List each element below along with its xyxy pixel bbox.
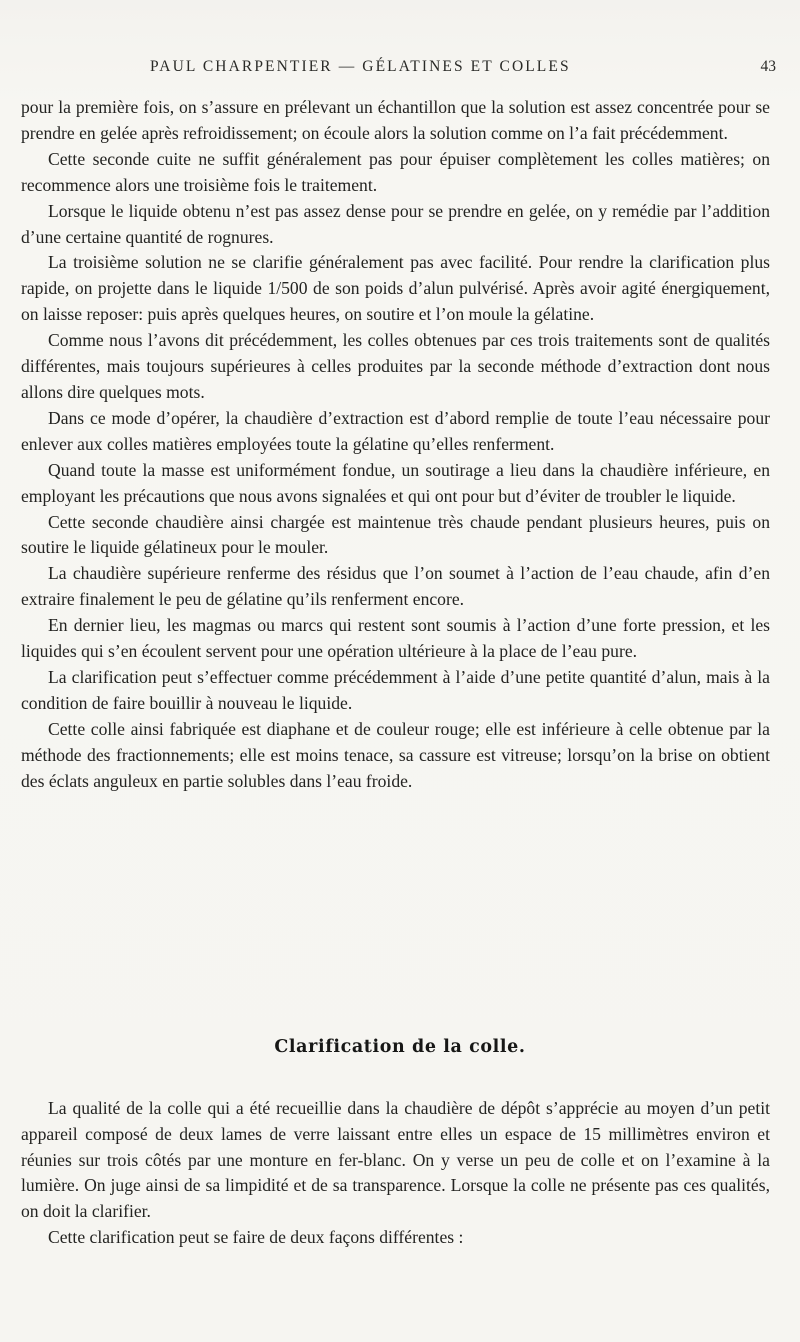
paragraph: En dernier lieu, les magmas ou marcs qui restent sont soumis à l’action d’une forte pression, et les liquides qui s’en écoulent servent pour une opération ultérieure à la place de l’eau pure. — [21, 615, 770, 662]
paragraph: Dans ce mode d’opérer, la chaudière d’extraction est d’abord remplie de toute l’eau nécessaire pour enlever aux colles matières employées toute la gélatine qu’elles renferment. — [21, 407, 770, 454]
paragraph: La qualité de la colle qui a été recueillie dans la chaudière de dépôt s’apprécie au moyen d’un petit appareil composé de deux lames de verre laissant entre elles un espace de 15 millimètres environ et réunies sur trois côtés par une monture en fer-blanc. On y verse un peu de colle et on l’examine à la lumière. On juge ainsi de sa limpidité et de sa transparence. Lorsque la colle ne présente pas ces qualités, on doit la clarifier. — [21, 1098, 770, 1222]
paragraph: La clarification peut s’effectuer comme précédemment à l’aide d’une petite quantité d’alun, mais à la condition de faire bouillir à nouveau le liquide. — [21, 666, 770, 713]
page-number: 43 — [760, 58, 776, 75]
paragraph: La troisième solution ne se clarifie généralement pas avec facilité. Pour rendre la clarification plus rapide, on projette dans le liquide 1/500 de son poids d’alun pulvérisé. Après avoir agité énergiquement, on laisse reposer: puis après quelques heures, on soutire et l’on moule la gélatine. — [21, 252, 770, 325]
paragraph: Cette colle ainsi fabriquée est diaphane et de couleur rouge; elle est inférieure à celle obtenue par la méthode des fractionnements; elle est moins tenace, sa cassure est vitreuse; lorsqu’on la brise on obtient des éclats anguleux en partie solubles dans l’eau froide. — [21, 718, 770, 791]
running-header — [150, 58, 776, 82]
paragraph: Lorsque le liquide obtenu n’est pas assez dense pour se prendre en gelée, on y remédie par l’addition d’une certaine quantité de rognures. — [21, 200, 770, 247]
paragraph: Cette seconde cuite ne suffit généralement pas pour épuiser complètement les colles matières; on recommence alors une troisième fois le traitement. — [21, 148, 770, 195]
paragraph: Comme nous l’avons dit précédemment, les colles obtenues par ces trois traitements sont de qualités différentes, mais toujours supérieures à celles produites par la seconde méthode d’extraction dont nous allons dire quelques mots. — [21, 330, 770, 402]
paragraph-continued: pour la première fois, on s’assure en prélevant un échantillon que la solution est assez concentrée pour se prendre en gelée après refroidissement; on écoule alors la solution comme on l’a fait précédemment. — [21, 97, 770, 143]
section-heading: Clarification de la colle. — [274, 1037, 526, 1057]
paragraph: Cette seconde chaudière ainsi chargée est maintenue très chaude pendant plusieurs heures, puis on soutire le liquide gélatineux pour le mouler. — [21, 511, 770, 558]
section-text — [21, 1096, 770, 1251]
paragraph: Cette clarification peut se faire de deux façons différentes : — [48, 1226, 464, 1247]
main-text — [21, 95, 770, 794]
paragraph: Quand toute la masse est uniformément fondue, un soutirage a lieu dans la chaudière inférieure, en employant les précautions que nous avons signalées et qui ont pour but d’éviter de troubler le liquide. — [21, 459, 770, 506]
running-title: PAUL CHARPENTIER — GÉLATINES ET COLLES — [150, 58, 571, 75]
paragraph: La chaudière supérieure renferme des résidus que l’on soumet à l’action de l’eau chaude, afin d’en extraire finalement le peu de gélatine qu’ils renferment encore. — [21, 563, 770, 610]
